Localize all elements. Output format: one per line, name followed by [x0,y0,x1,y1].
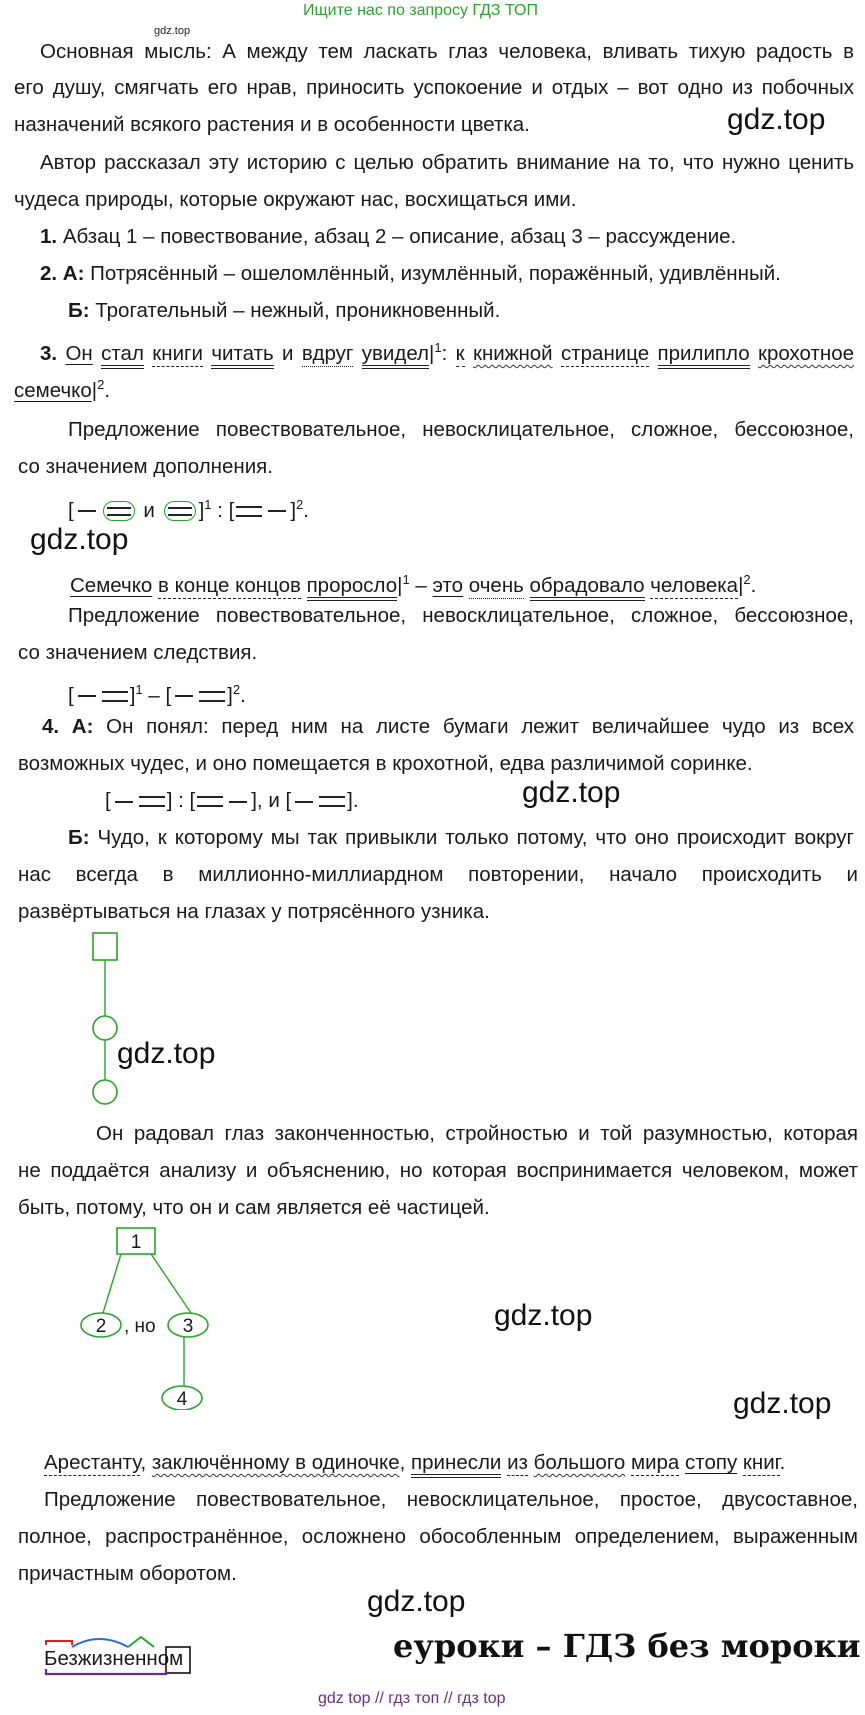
main-idea-line-3: назначений всякого растения и в особенности цветка. [14,113,530,136]
scheme-predicate [319,796,345,807]
clause-border: | [397,573,403,597]
morpheme-parse [44,1633,194,1681]
tree-node-4-label: 4 [176,1389,188,1410]
task2a [14,262,854,286]
task3-s2-scheme: [ ]$^1$ – [ ]$^2$. [68,682,246,707]
task3-sentence1-line1 [14,336,854,366]
tree-node-3-label: 3 [182,1316,194,1337]
task2b [14,299,854,323]
task4c-line3: быть, потому, что он и сам является её частицей. [18,1196,490,1219]
task1-number: 1. [40,225,58,248]
word-dash: – [415,573,427,597]
tree-edge [151,1254,191,1313]
task2a-text: Потрясённый – ошеломлённый, изумлённый, поражённый, удивлённый. [90,262,781,285]
word-object: Арестанту [44,1451,141,1474]
tree-main-box [93,933,117,960]
word-attribute: книжной [473,341,553,365]
scheme-index: 1 [135,682,143,697]
task3-s2-desc-line2: со значением следствия. [18,641,258,664]
scheme-predicate [199,691,225,702]
watermark: gdz.top [367,1585,466,1618]
word-period: . [779,1451,786,1474]
task2b-text: Трогательный – нежный, проникновенный. [95,299,501,322]
word-period: . [104,378,111,402]
tree-circle-node [93,1016,117,1040]
footer-link[interactable]: гдз top [457,1690,506,1707]
scheme-conjunction: и [143,498,155,522]
word-attribute-phrase: заключённому в одиночке [151,1451,400,1474]
task3-s1-desc-line1: Предложение повествовательное, невосклицательное, сложное, бессоюзное, [68,418,854,441]
watermark: gdz.top [733,1387,832,1420]
task3-s1-scheme: [ и ]$^1$ : [ ]$^2$. [68,497,309,522]
word-adverbial: мира [630,1451,680,1474]
footer-separator: // [374,1690,384,1707]
word-predicate: увидел [361,341,430,365]
footer-link[interactable]: гдз топ [388,1690,440,1707]
scheme-subject [78,510,96,512]
scheme-predicate [236,506,262,517]
morpheme-word: Безжизненном [44,1647,184,1670]
task4a-line1 [14,715,854,739]
scheme-subject [229,801,247,803]
task2a-label: 2. А: [40,262,85,285]
scheme-period: . [352,789,359,812]
scheme-predicate [197,796,223,807]
word-subject: Семечко [70,573,153,597]
word-subject: Он [65,341,93,365]
word-subject: стопу [685,1451,738,1474]
clause-index: 1 [434,340,442,355]
word-comma: , [140,1451,147,1474]
word-subject: семечко [14,378,92,402]
task1 [14,225,854,249]
word-attribute: большого [533,1451,626,1474]
task3-sentence2 [70,568,865,598]
tree-circle-node [93,1080,117,1104]
author-purpose-line-2: чудеса природы, которые окружают нас, восхищаться ими. [14,188,577,211]
task4b-line1 [14,826,854,850]
tree-diagram-2 [76,1225,256,1410]
watermark: gdz.top [494,1299,593,1332]
task3-s2-desc-line1: Предложение повествовательное, невосклицательное, сложное, бессоюзное, [68,604,854,627]
prefix-mark [46,1641,72,1645]
scheme-colon: : [178,789,184,812]
task5-sentence [44,1451,865,1475]
clause-index: 1 [402,572,410,587]
scheme-index: 2 [296,497,304,512]
watermark: gdz.top [117,1037,216,1070]
scheme-subject [268,510,286,512]
word-object: книги [152,341,203,365]
task4c-line1: Он радовал глаз законченностью, стройностью и той разумностью, которая [96,1122,858,1145]
task4b-label: Б: [68,826,90,849]
footer-link[interactable]: gdz top [318,1690,371,1707]
tree-node-1-label: 1 [130,1232,142,1253]
task3-sentence1-line2 [14,373,854,403]
brand-slogan: еуроки – ГДЗ без мороки [393,1627,861,1665]
scheme-index: 1 [204,497,212,512]
word-predicate: проросло [306,573,398,597]
task1-text: Абзац 1 – повествование, абзац 2 – описание, абзац 3 – рассуждение. [62,225,737,248]
task5-desc-line2: полное, распространённое, осложнено обособленным определением, выраженным [18,1525,858,1548]
suffix-mark [128,1637,154,1647]
task4a-text: Он понял: перед ним на листе бумаги лежит величайшее чудо из всех [106,715,854,738]
word-adverbial: вдруг [301,341,354,365]
word-adverbial: к [455,341,465,365]
word-comma: , [399,1451,406,1474]
word-attribute: крохотное [757,341,854,365]
word-adverbial: в конце концов [158,573,301,597]
scheme-subject [78,695,96,697]
tree-diagram-1 [85,930,125,1105]
tree-conjunction: , но [124,1316,156,1337]
scheme-dash: – [148,683,160,707]
scheme-index: 2 [232,682,241,697]
scheme-subject [175,695,193,697]
main-idea-line-2: его душу, смягчать его нрав, приносить успокоение и отдых – вот одно из побочных [14,76,854,99]
task4b-text: Чудо, к которому мы так привыкли только потому, что оно происходит вокруг [97,826,854,849]
clause-border: | [91,378,98,402]
task3-number: 3. [40,341,58,365]
word-object: человека [650,573,739,597]
word-period: . [750,573,757,597]
task4c-line2: не поддаётся анализу и объяснению, но которая воспринимается человеком, может [18,1159,858,1182]
small-watermark: gdz.top [154,25,191,37]
word-adverbial: очень [468,573,524,597]
word-adverbial: странице [561,341,650,365]
scheme-subject [295,801,313,803]
scheme-predicate-circled [164,501,196,521]
scheme-colon: : [217,498,223,522]
task5-desc-line1: Предложение повествовательное, невосклицательное, простое, двусоставное, [44,1488,858,1511]
task4a-label: 4. А: [42,715,94,738]
task3-s1-desc-line2: со значением дополнения. [18,455,273,478]
main-idea-line-1: Основная мысль: А между тем ласкать глаз человека, вливать тихую радость в [40,40,854,63]
task2b-label: Б: [68,299,90,322]
task5-desc-line3: причастным оборотом. [18,1562,237,1585]
scheme-bracket: [ [68,498,74,522]
clause-index: 2 [97,377,105,392]
clause-index: 2 [743,572,751,587]
word-adverbial: из [507,1451,528,1474]
word-conjunction: и [282,341,294,365]
scheme-predicate-circled [103,501,135,521]
task4b-line3: развёртываться на глазах у потрясённого узника. [18,900,490,923]
word-predicate: принесли [411,1451,502,1474]
task4a-scheme: [ ] : [ ], и [ ]. [105,789,359,812]
watermark: gdz.top [30,523,129,556]
scheme-subject [115,801,133,803]
clause-border: | [738,573,744,597]
author-purpose-line-1: Автор рассказал эту историю с целью обратить внимание на то, что нужно ценить [40,151,854,174]
search-hint-link[interactable]: Ищите нас по запросу ГДЗ ТОП [303,2,538,19]
word-subject: это [432,573,464,597]
scheme-predicate [102,691,128,702]
scheme-predicate [139,796,165,807]
word-predicate: стал [101,341,144,365]
word-colon: : [441,341,448,365]
watermark: gdz.top [727,103,826,136]
task4a-line2: возможных чудес, и оно помещается в крохотной, едва различимой соринке. [18,752,753,775]
tree-node-2-label: 2 [95,1316,107,1337]
scheme-conjunction: , и [256,789,280,812]
clause-border: | [429,341,435,365]
word-predicate: прилипло [657,341,750,365]
tree-edge [103,1254,121,1313]
root-arc [72,1639,128,1647]
footer-separator: // [443,1690,453,1707]
task4b-line2: нас всегда в миллионно-миллиардном повторении, начало происходить и [18,863,858,886]
word-predicate: обрадовало [529,573,645,597]
watermark: gdz.top [522,776,621,809]
word-predicate: читать [211,341,274,365]
footer-links [318,1690,506,1708]
word-object: книг [742,1451,780,1474]
